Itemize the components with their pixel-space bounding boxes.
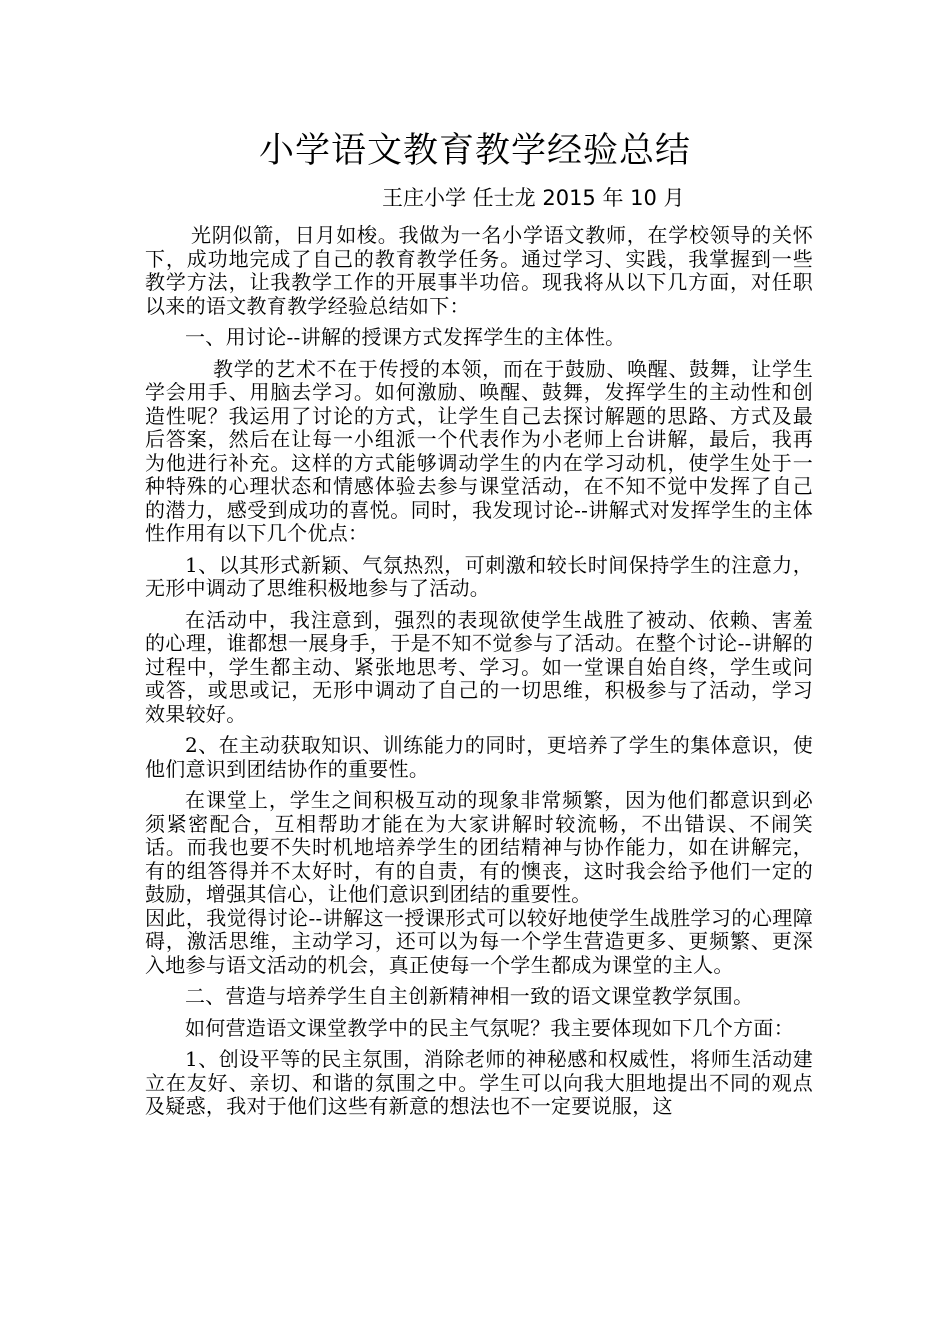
point-2: 2、在主动获取知识、训练能力的同时，更培养了学生的集体意识，使他们意识到团结协作的重要性。: [145, 733, 813, 781]
paragraph: 在活动中，我注意到，强烈的表现欲使学生战胜了被动、依赖、害羞的心理，谁都想一展身手，于是不知不觉参与了活动。在整个讨论--讲解的过程中，学生都主动、紧张地思考、学习。如一堂课自始自终，学生或问或答，或思或记，无形中调动了自己的一切思维，积极参与了活动，学习效果较好。: [145, 607, 813, 726]
document-title: 小学语文教育教学经验总结: [258, 131, 691, 171]
section-heading-1: 一、用讨论--讲解的授课方式发挥学生的主体性。: [185, 325, 626, 349]
document-body: [145, 224, 813, 1119]
paragraph-conclusion: 因此，我觉得讨论--讲解这一授课形式可以较好地使学生战胜学习的心理障碍，激活思维，主动学习，还可以为每一个学生营造更多、更频繁、更深入地参与语文活动的机会，真正使每一个学生都成为课堂的主人。: [145, 905, 813, 977]
paragraph: 在课堂上，学生之间积极互动的现象非常频繁，因为他们都意识到必须紧密配合，互相帮助才能在为大家讲解时较流畅，不出错误、不闹笑话。而我也要不失时机地培养学生的团结精神与协作能力，如在讲解完，有的组答得并不太好时，有的自责，有的懊丧，这时我会给予他们一定的鼓励，增强其信心，让他们意识到团结的重要性。: [145, 788, 813, 906]
paragraph: 如何营造语文课堂教学中的民主气氛呢？我主要体现如下几个方面：: [185, 1015, 794, 1040]
document-byline: 王庄小学 任士龙 2015 年 10 月: [382, 186, 685, 210]
section-heading-2: 二、营造与培养学生自主创新精神相一致的语文课堂教学氛围。: [185, 984, 754, 1008]
paragraph: 教学的艺术不在于传授的本领，而在于鼓励、唤醒、鼓舞，让学生学会用手、用脑去学习。如何激励、唤醒、鼓舞，发挥学生的主动性和创造性呢？我运用了讨论的方式，让学生自己去探讨解题的思路、方式及最后答案，然后在让每一小组派一个代表作为小老师上台讲解，最后，我再为他进行补充。这样的方式能够调动学生的内在学习动机，使学生处于一种特殊的心理状态和情感体验去参与课堂活动，在不知不觉中发挥了自己的潜力，感受到成功的喜悦。同时，我发现讨论--讲解式对发挥学生的主体性作用有以下几个优点：: [145, 356, 813, 545]
point-1: 1、以其形式新颖、气氛热烈，可刺激和较长时间保持学生的注意力，无形中调动了思维积极地参与了活动。: [145, 552, 813, 600]
paragraph-intro: 光阴似箭，日月如梭。我做为一名小学语文教师，在学校领导的关怀下，成功地完成了自己的教育教学任务。通过学习、实践，我掌握到一些教学方法，让我教学工作的开展事半功倍。现我将从以下几方面，对任职以来的语文教育教学经验总结如下：: [145, 223, 813, 318]
point-1: 1、创设平等的民主氛围，消除老师的神秘感和权威性，将师生活动建立在友好、亲切、和谐的氛围之中。学生可以向我大胆地提出不同的观点及疑惑，我对于他们这些有新意的想法也不一定要说服，这: [145, 1047, 813, 1118]
